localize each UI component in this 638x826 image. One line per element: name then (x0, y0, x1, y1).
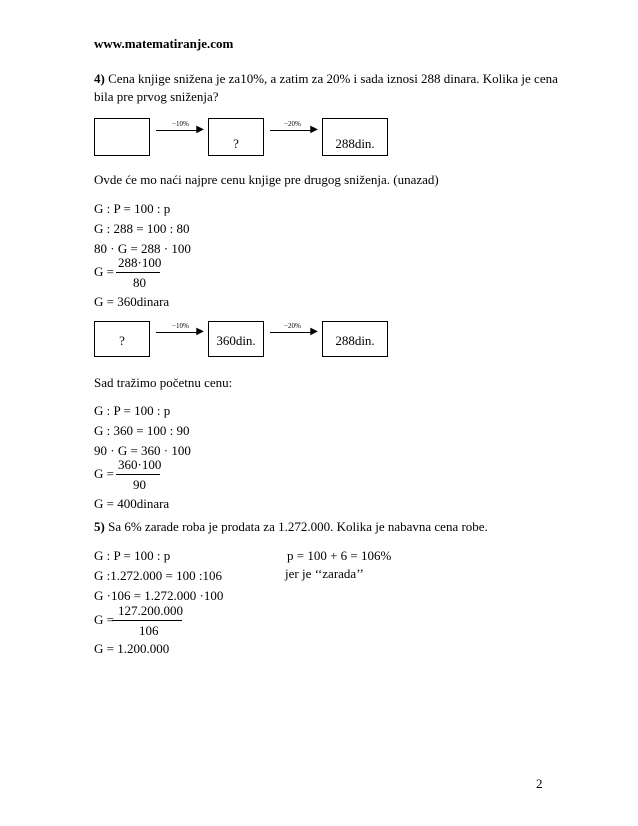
problem5-number: 5) (94, 519, 105, 534)
diagram2-arrow1-label: −10% (172, 322, 189, 330)
calc2-line1: G : P = 100 : p (94, 403, 171, 418)
diagram2-arrow2-label: −20% (284, 322, 301, 330)
diagram2-arrow1 (156, 326, 204, 338)
calc1-fraction-numerator: 288·100 (118, 255, 162, 270)
arrow-head-icon: ▶ (310, 326, 318, 337)
diagram1-arrow1-label: −10% (172, 120, 189, 128)
diagram1-box-final: 288din. (322, 118, 388, 156)
calc2-fraction-numerator: 360·100 (118, 457, 162, 472)
calc1-line2: G : 288 = 100 : 80 (94, 221, 190, 236)
calc1-fraction-denominator: 80 (133, 275, 146, 290)
calc2-line2: G : 360 = 100 : 90 (94, 423, 190, 438)
diagram2-arrow2 (270, 326, 318, 338)
calc2-fraction-denominator: 90 (133, 477, 146, 492)
calc2-fraction-lhs: G = (94, 466, 114, 481)
page-number: 2 (536, 776, 543, 791)
calc3-line2: G :1.272.000 = 100 :106 (94, 568, 222, 583)
diagram2-box-final: 288din. (322, 321, 388, 357)
calc3-fraction-denominator: 106 (139, 623, 159, 638)
diagram2-box-middle: 360din. (208, 321, 264, 357)
diagram1-box-middle: ? (208, 118, 264, 156)
diagram1-arrow1 (156, 124, 204, 136)
problem4-question: Cena knjige snižena je za10%, a zatim za 20% i sada iznosi 288 dinara. Kolika je cena (104, 71, 558, 86)
diagram1-box-original (94, 118, 150, 156)
problem4-number: 4) (94, 71, 105, 86)
problem5-note-line2: jer je ‘‘zarada’’ (285, 566, 364, 581)
calc3-result: G = 1.200.000 (94, 641, 170, 656)
arrow-head-icon: ▶ (196, 124, 204, 135)
step2-text: Sad tražimo početnu cenu: (94, 375, 233, 390)
step1-text: Ovde će mo naći najpre cenu knjige pre drugog sniženja. (unazad) (94, 172, 439, 187)
arrow-head-icon: ▶ (196, 326, 204, 337)
problem5-note-line1: p = 100 + 6 = 106% (287, 548, 392, 563)
problem4-text-line2: bila pre prvog sniženja? (94, 89, 219, 104)
problem5-question: Sa 6% zarade roba je prodata za 1.272.000. Kolika je nabavna cena robe. (104, 519, 488, 534)
calc1-fraction-lhs: G = (94, 264, 114, 279)
site-url: www.matematiranje.com (94, 36, 234, 51)
diagram1-arrow2 (270, 124, 318, 136)
calc1-result: G = 360dinara (94, 294, 170, 309)
calc3-fraction-numerator: 127.200.000 (118, 603, 183, 618)
calc3-line3: G ·106 = 1.272.000 ·100 (94, 588, 224, 603)
calc1-line1: G : P = 100 : p (94, 201, 171, 216)
problem5-text (94, 518, 488, 536)
calc2-line3: 90 · G = 360 · 100 (94, 443, 191, 458)
calc1-fraction-bar (116, 272, 160, 273)
calc1-line3: 80 · G = 288 · 100 (94, 241, 191, 256)
calc3-fraction-bar (112, 620, 182, 621)
calc2-fraction-bar (116, 474, 160, 475)
diagram1-arrow2-label: −20% (284, 120, 301, 128)
arrow-head-icon: ▶ (310, 124, 318, 135)
calc3-fraction-lhs: G = (94, 612, 114, 627)
diagram2-box-original: ? (94, 321, 150, 357)
calc2-result: G = 400dinara (94, 496, 170, 511)
calc3-line1: G : P = 100 : p (94, 548, 171, 563)
problem4-text-line1 (94, 70, 558, 88)
